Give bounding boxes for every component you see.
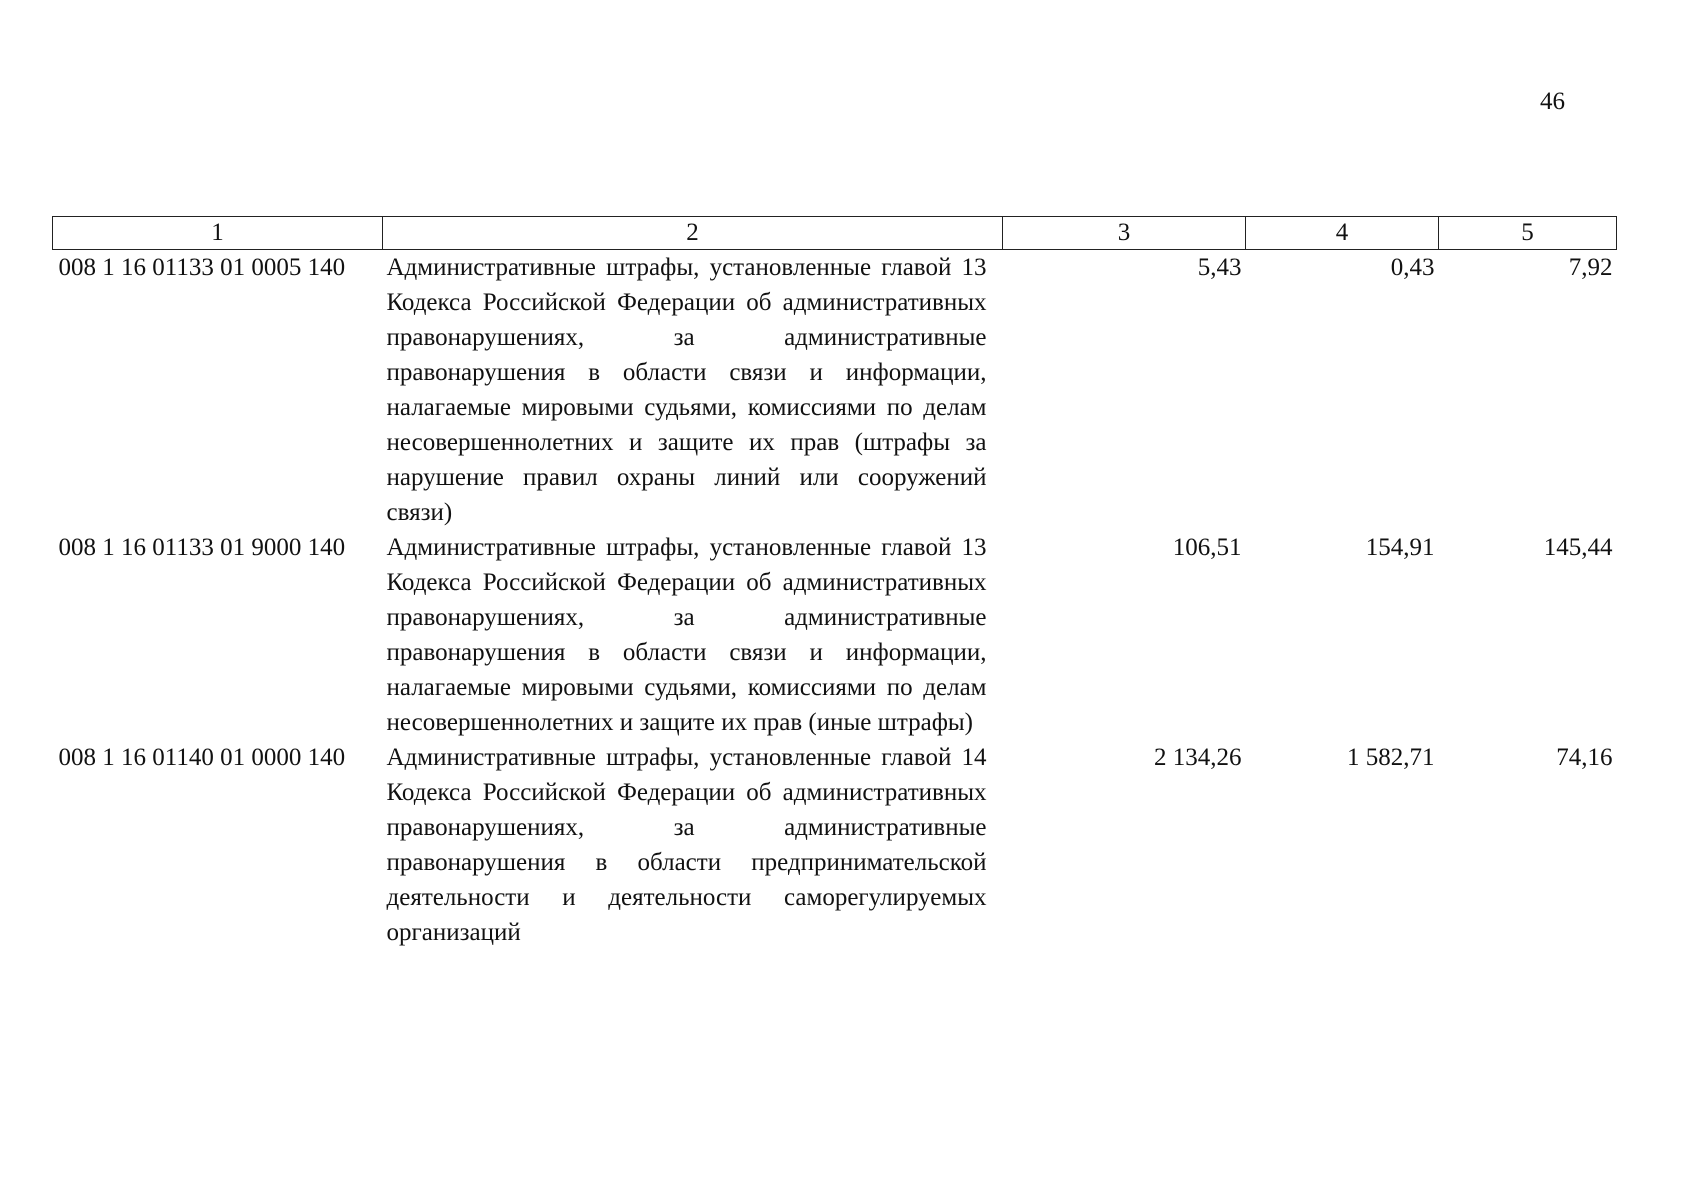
header-row <box>53 217 1617 250</box>
table-header <box>53 217 1617 250</box>
page-number: 46 <box>1540 88 1565 115</box>
row-description: Административные штрафы, установленные главой 13 Кодекса Российской Федерации об административных правонарушениях, за административные правонарушения в области связи и информации, налагаемые мировыми судьями, комиссиями по делам несовершеннолетних и защите их прав (иные штрафы) <box>386 534 987 736</box>
value-col-3: 5,43 <box>1197 254 1242 281</box>
header-col-3: 3 <box>1003 217 1246 250</box>
value-col-5: 7,92 <box>1568 254 1613 281</box>
header-col-4: 4 <box>1246 217 1439 250</box>
header-col-1: 1 <box>53 217 383 250</box>
value-col-5: 74,16 <box>1556 744 1613 771</box>
budget-code: 008 1 16 01140 01 0000 140 <box>58 744 346 771</box>
value-col-4: 1 582,71 <box>1347 744 1435 771</box>
row-description: Административные штрафы, установленные главой 13 Кодекса Российской Федерации об административных правонарушениях, за административные правонарушения в области связи и информации, налагаемые мировыми судьями, комиссиями по делам несовершеннолетних и защите их прав (штрафы за нарушение правил охраны линий или сооружений связи) <box>386 254 987 526</box>
header-col-5: 5 <box>1439 217 1617 250</box>
revenue-table <box>52 216 1617 950</box>
row-description: Административные штрафы, установленные главой 14 Кодекса Российской Федерации об административных правонарушениях, за административные правонарушения в области предпринимательской деятельности и деятельности саморегулируемых организаций <box>386 744 987 946</box>
table-row <box>53 740 1617 950</box>
table-row <box>53 530 1617 740</box>
value-col-5: 145,44 <box>1543 534 1613 561</box>
value-col-4: 0,43 <box>1390 254 1435 281</box>
value-col-4: 154,91 <box>1365 534 1435 561</box>
budget-code: 008 1 16 01133 01 9000 140 <box>58 534 346 561</box>
value-col-3: 106,51 <box>1172 534 1242 561</box>
table-body <box>53 250 1617 951</box>
value-col-3: 2 134,26 <box>1154 744 1242 771</box>
table-row <box>53 250 1617 531</box>
budget-code: 008 1 16 01133 01 0005 140 <box>58 254 346 281</box>
header-col-2: 2 <box>383 217 1003 250</box>
